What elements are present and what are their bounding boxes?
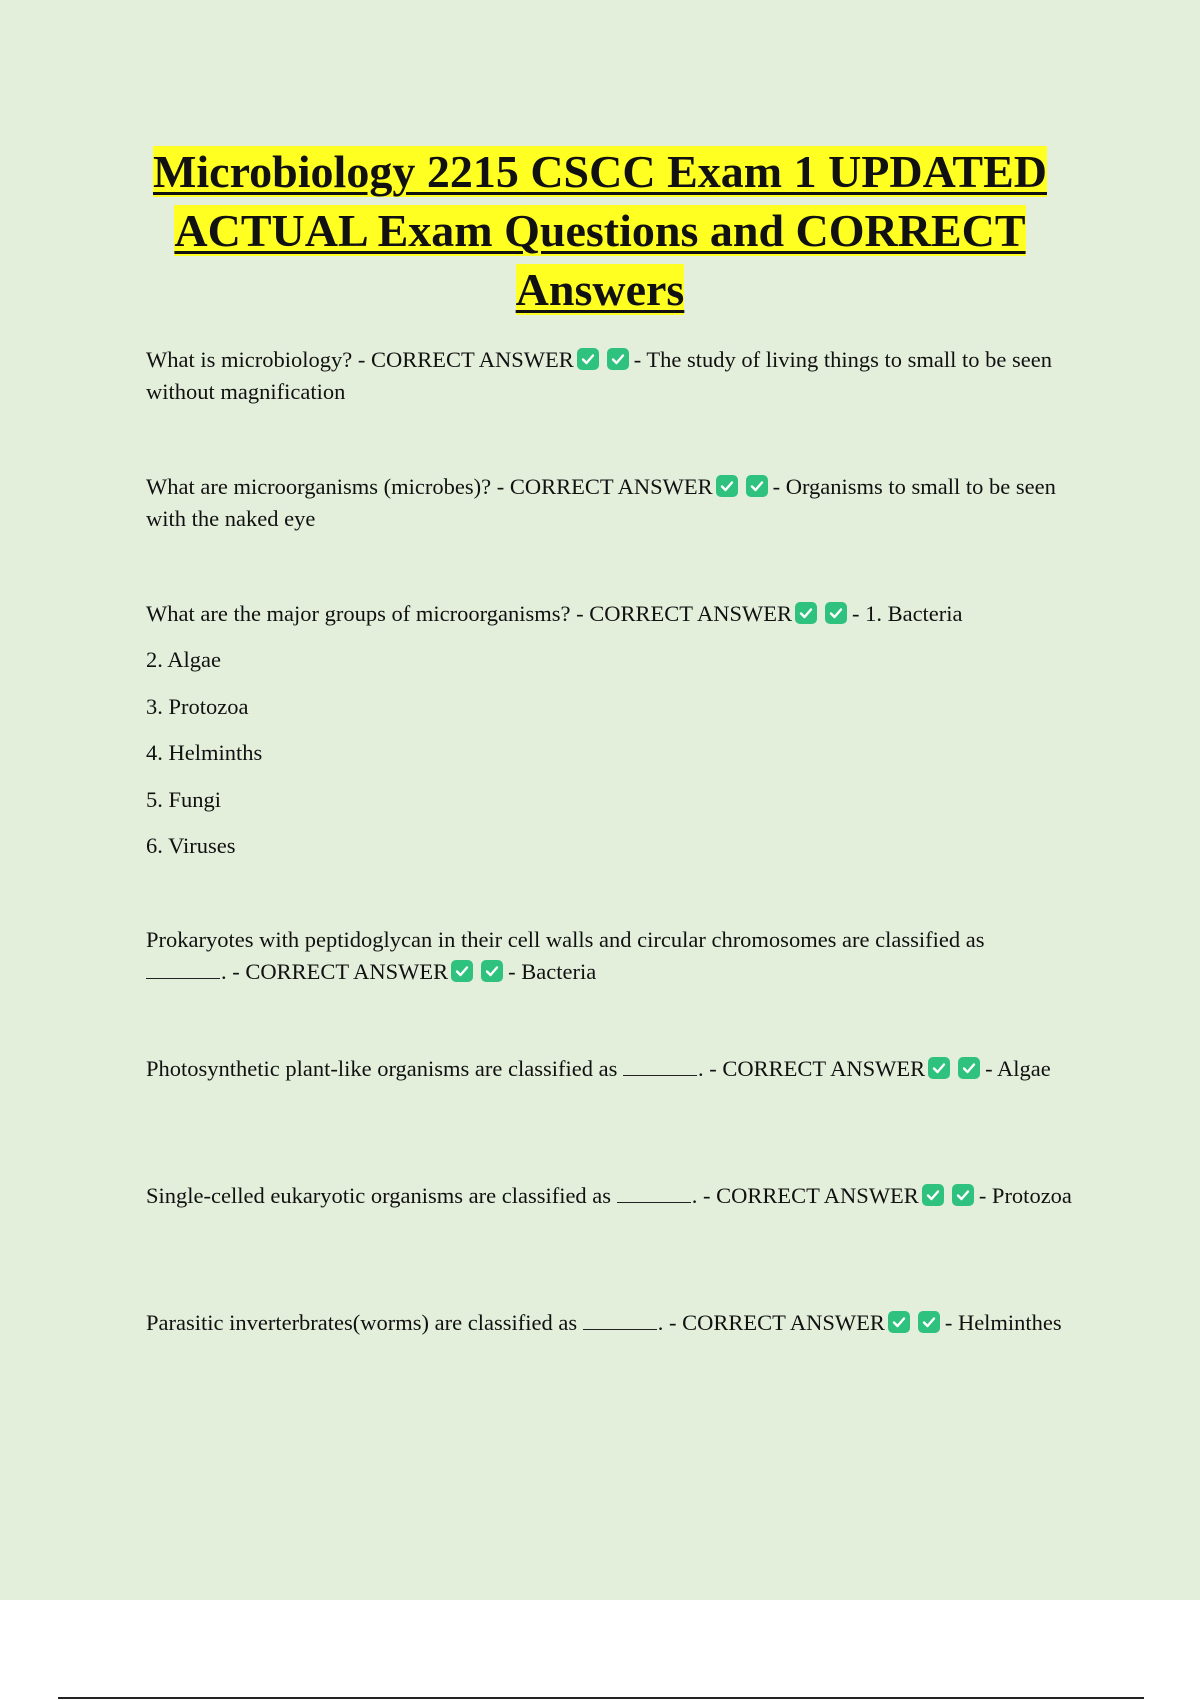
list-item: 5. Fungi — [146, 787, 222, 812]
checkmark-icon — [451, 960, 473, 982]
fill-in-blank — [623, 1074, 697, 1076]
fill-in-blank — [146, 977, 220, 979]
checkmark-icon — [825, 602, 847, 624]
checkmark-icon — [746, 475, 768, 497]
checkmark-icon — [577, 348, 599, 370]
qa-item: Prokaryotes with peptidoglycan in their cell walls and circular chromosomes are classified as . - CORRECT ANSWER - Bacteria — [146, 927, 985, 984]
qa-item: What is microbiology? - CORRECT ANSWER - The study of living things to small to be seen without magnification — [146, 347, 1052, 404]
checkmark-icon — [795, 602, 817, 624]
list-item: 6. Viruses — [146, 833, 236, 858]
checkmark-icon — [888, 1311, 910, 1333]
fill-in-blank — [583, 1328, 657, 1330]
qa-item: What are the major groups of microorganisms? - CORRECT ANSWER - 1. Bacteria — [146, 601, 963, 626]
checkmark-icon — [716, 475, 738, 497]
qa-item: What are microorganisms (microbes)? - CORRECT ANSWER - Organisms to small to be seen with the naked eye — [146, 474, 1056, 531]
checkmark-icon — [958, 1057, 980, 1079]
qa-item: Photosynthetic plant-like organisms are classified as . - CORRECT ANSWER - Algae — [146, 1056, 1051, 1081]
checkmark-icon — [481, 960, 503, 982]
list-item: 4. Helminths — [146, 740, 263, 765]
checkmark-icon — [607, 348, 629, 370]
footer-rule — [58, 1697, 1144, 1699]
checkmark-icon — [928, 1057, 950, 1079]
qa-item: Single-celled eukaryotic organisms are classified as . - CORRECT ANSWER - Protozoa — [146, 1183, 1072, 1208]
checkmark-icon — [922, 1184, 944, 1206]
checkmark-icon — [918, 1311, 940, 1333]
fill-in-blank — [617, 1201, 691, 1203]
document-title: Microbiology 2215 CSCC Exam 1 UPDATED ACTUAL Exam Questions and CORRECT Answers — [152, 146, 1047, 315]
qa-item: Parasitic inverterbrates(worms) are classified as . - CORRECT ANSWER - Helminthes — [146, 1310, 1062, 1335]
list-item: 3. Protozoa — [146, 694, 249, 719]
list-item: 2. Algae — [146, 647, 221, 672]
checkmark-icon — [952, 1184, 974, 1206]
